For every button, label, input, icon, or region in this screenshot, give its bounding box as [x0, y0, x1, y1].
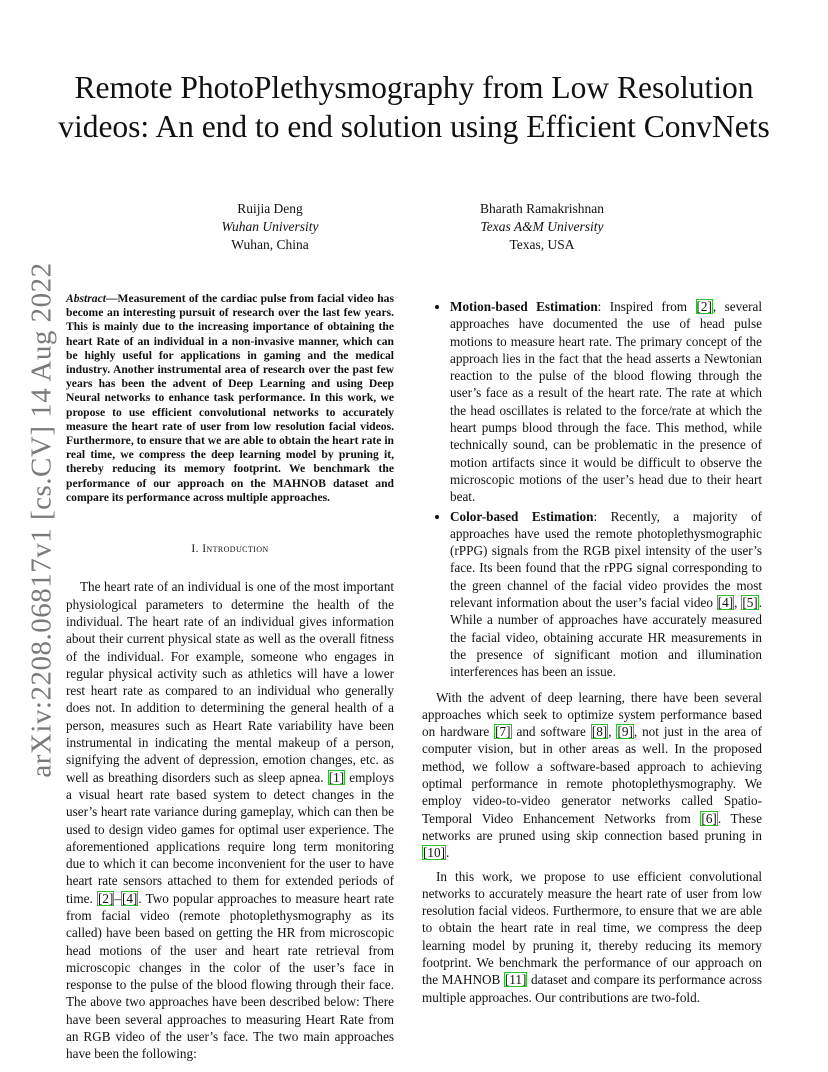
text-run: The heart rate of an individual is one of the most important physiological parameters to determine the health of the individual. The heart rate of an individual gives information about their current physical state as well as the overall fitness of the individual. For example, someone who engages in regular physical activity such as athletics will have a lower rest heart rate as compared to an individual who generally does not. In addition to determining the general health of a person, measures such as Heart Rate variability have been instrumental in indicating the mental makeup of a person, signifying the advent of depression, emotion changes, etc. as well as breathing disorders such as sleep apnea.: [66, 579, 394, 785]
text-run: employs a visual heart rate based system to detect changes in the user’s heart rate variance during gameplay, which can then be used to design video games for optimal user experience. The aforementioned applications require long term monitoring due to which it can become inconvenient for the user to have heart rate sensors attached to them for extended periods of time.: [66, 769, 394, 906]
text-run: With the advent of deep learning, there have been several approaches which seek to optimize system performance based on hardware: [422, 689, 762, 740]
text-run: , several approaches have documented the use of head pulse motions to measure heart rate. The primary concept of the approach lies in the fact that the head asserts a Newtonian reaction to the pulse of the blood flowing through the user’s face as a result of the heart rate. The rate at which the head oscillates is related to the force/rate at which the heart pumps blood through the face. This method, while technically sound, can be problematic in the presence of motion artifacts since it would be difficult to observe the microscopic motions of the user’s head due to their heart beat.: [450, 299, 762, 505]
citation-link[interactable]: [8]: [591, 724, 608, 740]
text-run: : Inspired from: [597, 299, 696, 314]
text-run: . Two popular approaches to measure heart rate from facial video (remote photoplethysmography as its called) have been based on getting the HR from microscopic head motions of the user and heart rate retrieval from microscopic changes in the color of the user’s face in response to the pulse of the blood flowing through their face. The above two approaches have been described below: There have been several approaches to measuring Heart Rate from an RGB video of the user’s face. The two main approaches have been the following:: [66, 890, 394, 1062]
right-column: [422, 292, 762, 1006]
citation-link[interactable]: [10]: [423, 845, 445, 861]
text-run: In this work, we propose to use efficient convolutional networks to accurately measure the heart rate of user from low resolution facial videos. Furthermore, to ensure that we are able to obtain the heart rate in real time, we compress the deep learning model by pruning it, thereby reducing its memory footprint. We benchmark the performance of our approach on the MAHNOB: [422, 868, 762, 988]
text-run: , not just in the area of computer vision, but in other areas as well. In the proposed method, we follow a software-based approach to achieving optimal performance in remote photoplethysmography. We employ video-to-video generator networks called Spatio-Temporal Video Enhancement Networks from: [422, 724, 763, 826]
citation-link[interactable]: [4]: [121, 890, 138, 906]
citation-link[interactable]: [6]: [701, 810, 717, 826]
left-column: [66, 292, 394, 1063]
abstract-text: —Measurement of the cardiac pulse from facial video has become an interesting pursuit of research over the last few years. This is mainly due to the increasing importance of obtaining the heart Rate of an individual in a non-invasive manner, which can be highly useful for applications in gaming and the medical industry. Another instrumental area of research over the past few years has been the advent of Deep Learning and using Deep Neural networks to enhance task performance. In this work, we propose to use efficient convolutional networks to accurately measure the heart rate of user from low resolution facial videos. Furthermore, to ensure that we are able to obtain the heart rate in real time, we compress the deep learning model by pruning it, thereby reducing its memory footprint. We benchmark the performance of our approach on the MAHNOB dataset and compare its performance across multiple approaches.: [66, 292, 394, 504]
text-run: . These networks are pruned using skip connection based pruning in: [422, 810, 762, 843]
paragraph-contributions: [422, 868, 762, 1006]
section-heading-introduction: [66, 541, 394, 558]
abstract: [66, 292, 394, 505]
citation-link[interactable]: [7]: [495, 724, 511, 740]
intro-paragraph: [66, 578, 394, 1062]
author-block-2: [412, 200, 672, 254]
author-affiliation: Wuhan University: [221, 219, 319, 234]
author-name: Ruijia Deng: [237, 201, 303, 216]
text-run: : Recently, a majority of approaches have used the remote photoplethysmographic (rPPG) signals from the RGB pixel intensity of the user’s face. Its been found that the rPPG signal corresponding to the green channel of the facial video provides the most relevant information about the user’s facial video: [450, 508, 762, 611]
citation-link[interactable]: [2]: [97, 890, 114, 906]
text-run: ,: [734, 595, 742, 611]
bullet-label: Color-based Estimation: [450, 508, 594, 524]
author-location: Wuhan, China: [231, 237, 309, 252]
text-run: ,: [608, 724, 617, 740]
citation-link[interactable]: [4]: [717, 595, 734, 611]
text-run: .: [445, 845, 450, 861]
author-block-1: [140, 200, 400, 254]
paragraph-deep-learning: [422, 689, 762, 862]
bullet-label: Motion-based Estimation: [450, 299, 598, 314]
author-location: Texas, USA: [509, 237, 575, 252]
citation-link[interactable]: [11]: [504, 972, 527, 988]
citation-link[interactable]: [2]: [696, 299, 712, 314]
citation-link[interactable]: [5]: [742, 595, 758, 611]
text-run: dataset and compare its performance across multiple approaches. Our contributions are two-fold.: [422, 972, 762, 1005]
section-title: Introduction: [202, 543, 269, 556]
text-run: . While a number of approaches have accurately measured the facial video, obtaining accurate HR measurements in the presence of significant motion and illumination interferences has been an issue.: [450, 595, 762, 680]
approach-list: [422, 298, 762, 681]
arxiv-sidebar: [22, 262, 62, 778]
paper-title: Remote PhotoPlethysmography from Low Resolution videos: An end to end solution using Efficient ConvNets: [58, 70, 770, 144]
citation-link[interactable]: [9]: [617, 724, 633, 740]
list-item: [450, 298, 762, 506]
citation-link[interactable]: [1]: [328, 769, 345, 785]
list-item: [450, 508, 762, 681]
author-name: Bharath Ramakrishnan: [479, 201, 605, 216]
section-number: I.: [191, 543, 199, 556]
abstract-label: Abstract: [66, 292, 106, 305]
text-run: –: [114, 890, 121, 906]
author-affiliation: Texas A&M University: [480, 219, 604, 234]
text-run: and software: [511, 724, 591, 740]
arxiv-identifier: arXiv:2208.06817v1 [cs.CV] 14 Aug 2022: [25, 262, 58, 778]
